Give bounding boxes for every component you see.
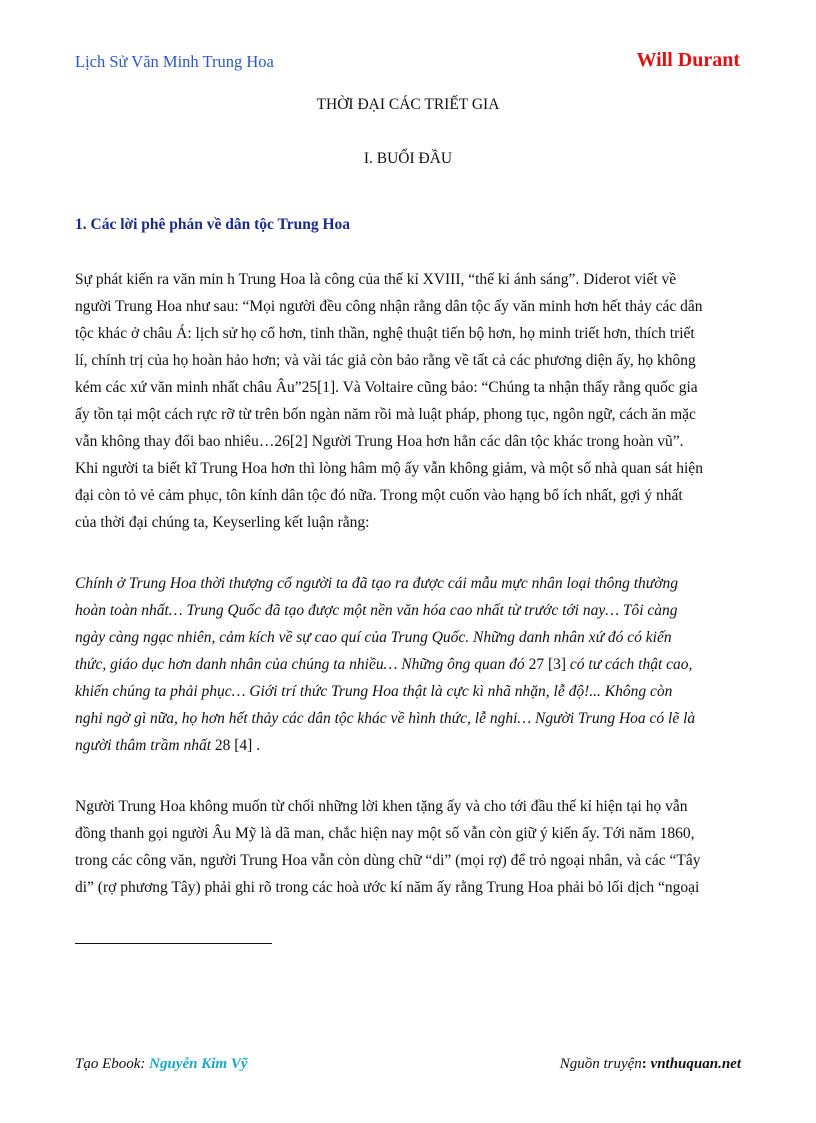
paragraph-line: Người Trung Hoa không muốn từ chối những lời khen tặng ấy và cho tới đầu thế kỉ hiện tại họ vẫn <box>75 798 688 815</box>
quote-line: nghi ngờ gì nữa, họ hơn hết thảy các dân tộc khác về hình thức, lễ nghi… Người Trung Hoa có lẽ là <box>75 710 696 727</box>
quote-line: hoàn toàn nhất… Trung Quốc đã tạo được một nền văn hóa cao nhất từ trước tới nay… Tôi càng <box>75 602 678 619</box>
author-name: Will Durant <box>636 49 740 71</box>
paragraph-line: người Trung Hoa như sau: “Mọi người đều công nhận rằng dân tộc ấy văn minh hơn hết thảy các dân <box>75 298 703 315</box>
paragraph-1 <box>75 266 747 536</box>
quote-line: Chính ở Trung Hoa thời thượng cổ người ta đã tạo ra được cái mẫu mực nhân loại thông thường <box>75 575 678 592</box>
paragraph-line: di” (rợ phương Tây) phải ghi rõ trong các hoà ước kí năm ấy rằng Trung Hoa phải bỏ lối dịch “ngoại <box>75 879 700 896</box>
quote-text: có tư cách thật cao, <box>566 656 693 673</box>
footnote-divider <box>75 943 272 944</box>
footer-colon: : <box>641 1056 651 1072</box>
subsection-heading: 1. Các lời phê phán về dân tộc Trung Hoa <box>75 216 350 233</box>
footer-ebook-credit <box>75 1056 248 1073</box>
footer-source-credit <box>560 1056 741 1073</box>
paragraph-line: vẫn không thay đổi bao nhiêu…26[2] Người Trung Hoa hơn hẳn các dân tộc khác trong hoàn vũ”. <box>75 433 684 450</box>
keyserling-quote <box>75 570 747 759</box>
quote-text: người thâm trầm nhất <box>75 737 215 754</box>
quote-line <box>75 651 747 678</box>
chapter-title: THỜI ĐẠI CÁC TRIẾT GIA <box>316 96 500 113</box>
footer-ebook-name: Nguyễn Kim Vỹ <box>149 1056 248 1072</box>
paragraph-line: Sự phát kiến ra văn min h Trung Hoa là công của thế kỉ XVIII, “thế kỉ ánh sáng”. Diderot viết về <box>75 271 677 288</box>
paragraph-line: đại còn tỏ vẻ cảm phục, tôn kính dân tộc đó nữa. Trong một cuốn vào hạng bổ ích nhất, gợi ý nhất <box>75 487 683 504</box>
quote-line <box>75 732 747 759</box>
footer-colon: : <box>140 1056 150 1072</box>
paragraph-line: tộc khác ở châu Á: lịch sử họ cổ hơn, tinh thần, nghệ thuật tiến bộ hơn, họ minh triết hơn, thích triết <box>75 325 695 342</box>
paragraph-line: ấy tồn tại một cách rực rỡ từ trên bốn ngàn năm rồi mà luật pháp, phong tục, ngôn ngữ, cách ăn mặc <box>75 406 696 423</box>
footer-source-site[interactable]: vnthuquan.net <box>650 1056 741 1072</box>
paragraph-2 <box>75 793 747 901</box>
footnote-reference[interactable]: 27 [3] <box>528 656 567 673</box>
footer-source-label: Nguồn truyện <box>559 1056 642 1072</box>
section-title: I. BUỔI ĐẦU <box>363 150 453 167</box>
footer-ebook-label: Tạo Ebook <box>75 1056 141 1072</box>
footnote-reference[interactable]: 28 [4] . <box>214 737 261 754</box>
paragraph-line: trong các công văn, người Trung Hoa vẫn còn dùng chữ “di” (mọi rợ) để trỏ ngoại nhân, và các “Tây <box>75 852 701 869</box>
quote-line: khiến chúng ta phải phục… Giới trí thức Trung Hoa thật là cực kì nhã nhặn, lễ độ!... Không còn <box>75 683 673 700</box>
quote-text: thức, giáo dục hơn danh nhân của chúng ta nhiều… Những ông quan đó <box>75 656 529 673</box>
quote-line: ngày càng ngạc nhiên, cảm kích về sự cao quí của Trung Quốc. Những danh nhân xứ đó có kiến <box>75 629 672 646</box>
paragraph-line: Khi người ta biết kĩ Trung Hoa hơn thì lòng hâm mộ ấy vẫn không giảm, và một số nhà quan sát hiện <box>75 460 703 477</box>
paragraph-line: đồng thanh gọi người Âu Mỹ là dã man, chắc hiện nay một số vẫn còn giữ ý kiến ấy. Tới năm 1860, <box>75 825 695 842</box>
paragraph-line: của thời đại chúng ta, Keyserling kết luận rằng: <box>75 514 370 531</box>
paragraph-line: kém các xứ văn minh nhất châu Âu”25[1]. Và Voltaire cũng bảo: “Chúng ta nhận thấy rằng quốc gia <box>75 379 698 396</box>
book-title: Lịch Sử Văn Minh Trung Hoa <box>75 52 274 71</box>
paragraph-line: lí, chính trị của họ hoàn hảo hơn; và vài tác giả còn bảo rằng về tất cả các phương diện ấy, họ không <box>75 352 696 369</box>
